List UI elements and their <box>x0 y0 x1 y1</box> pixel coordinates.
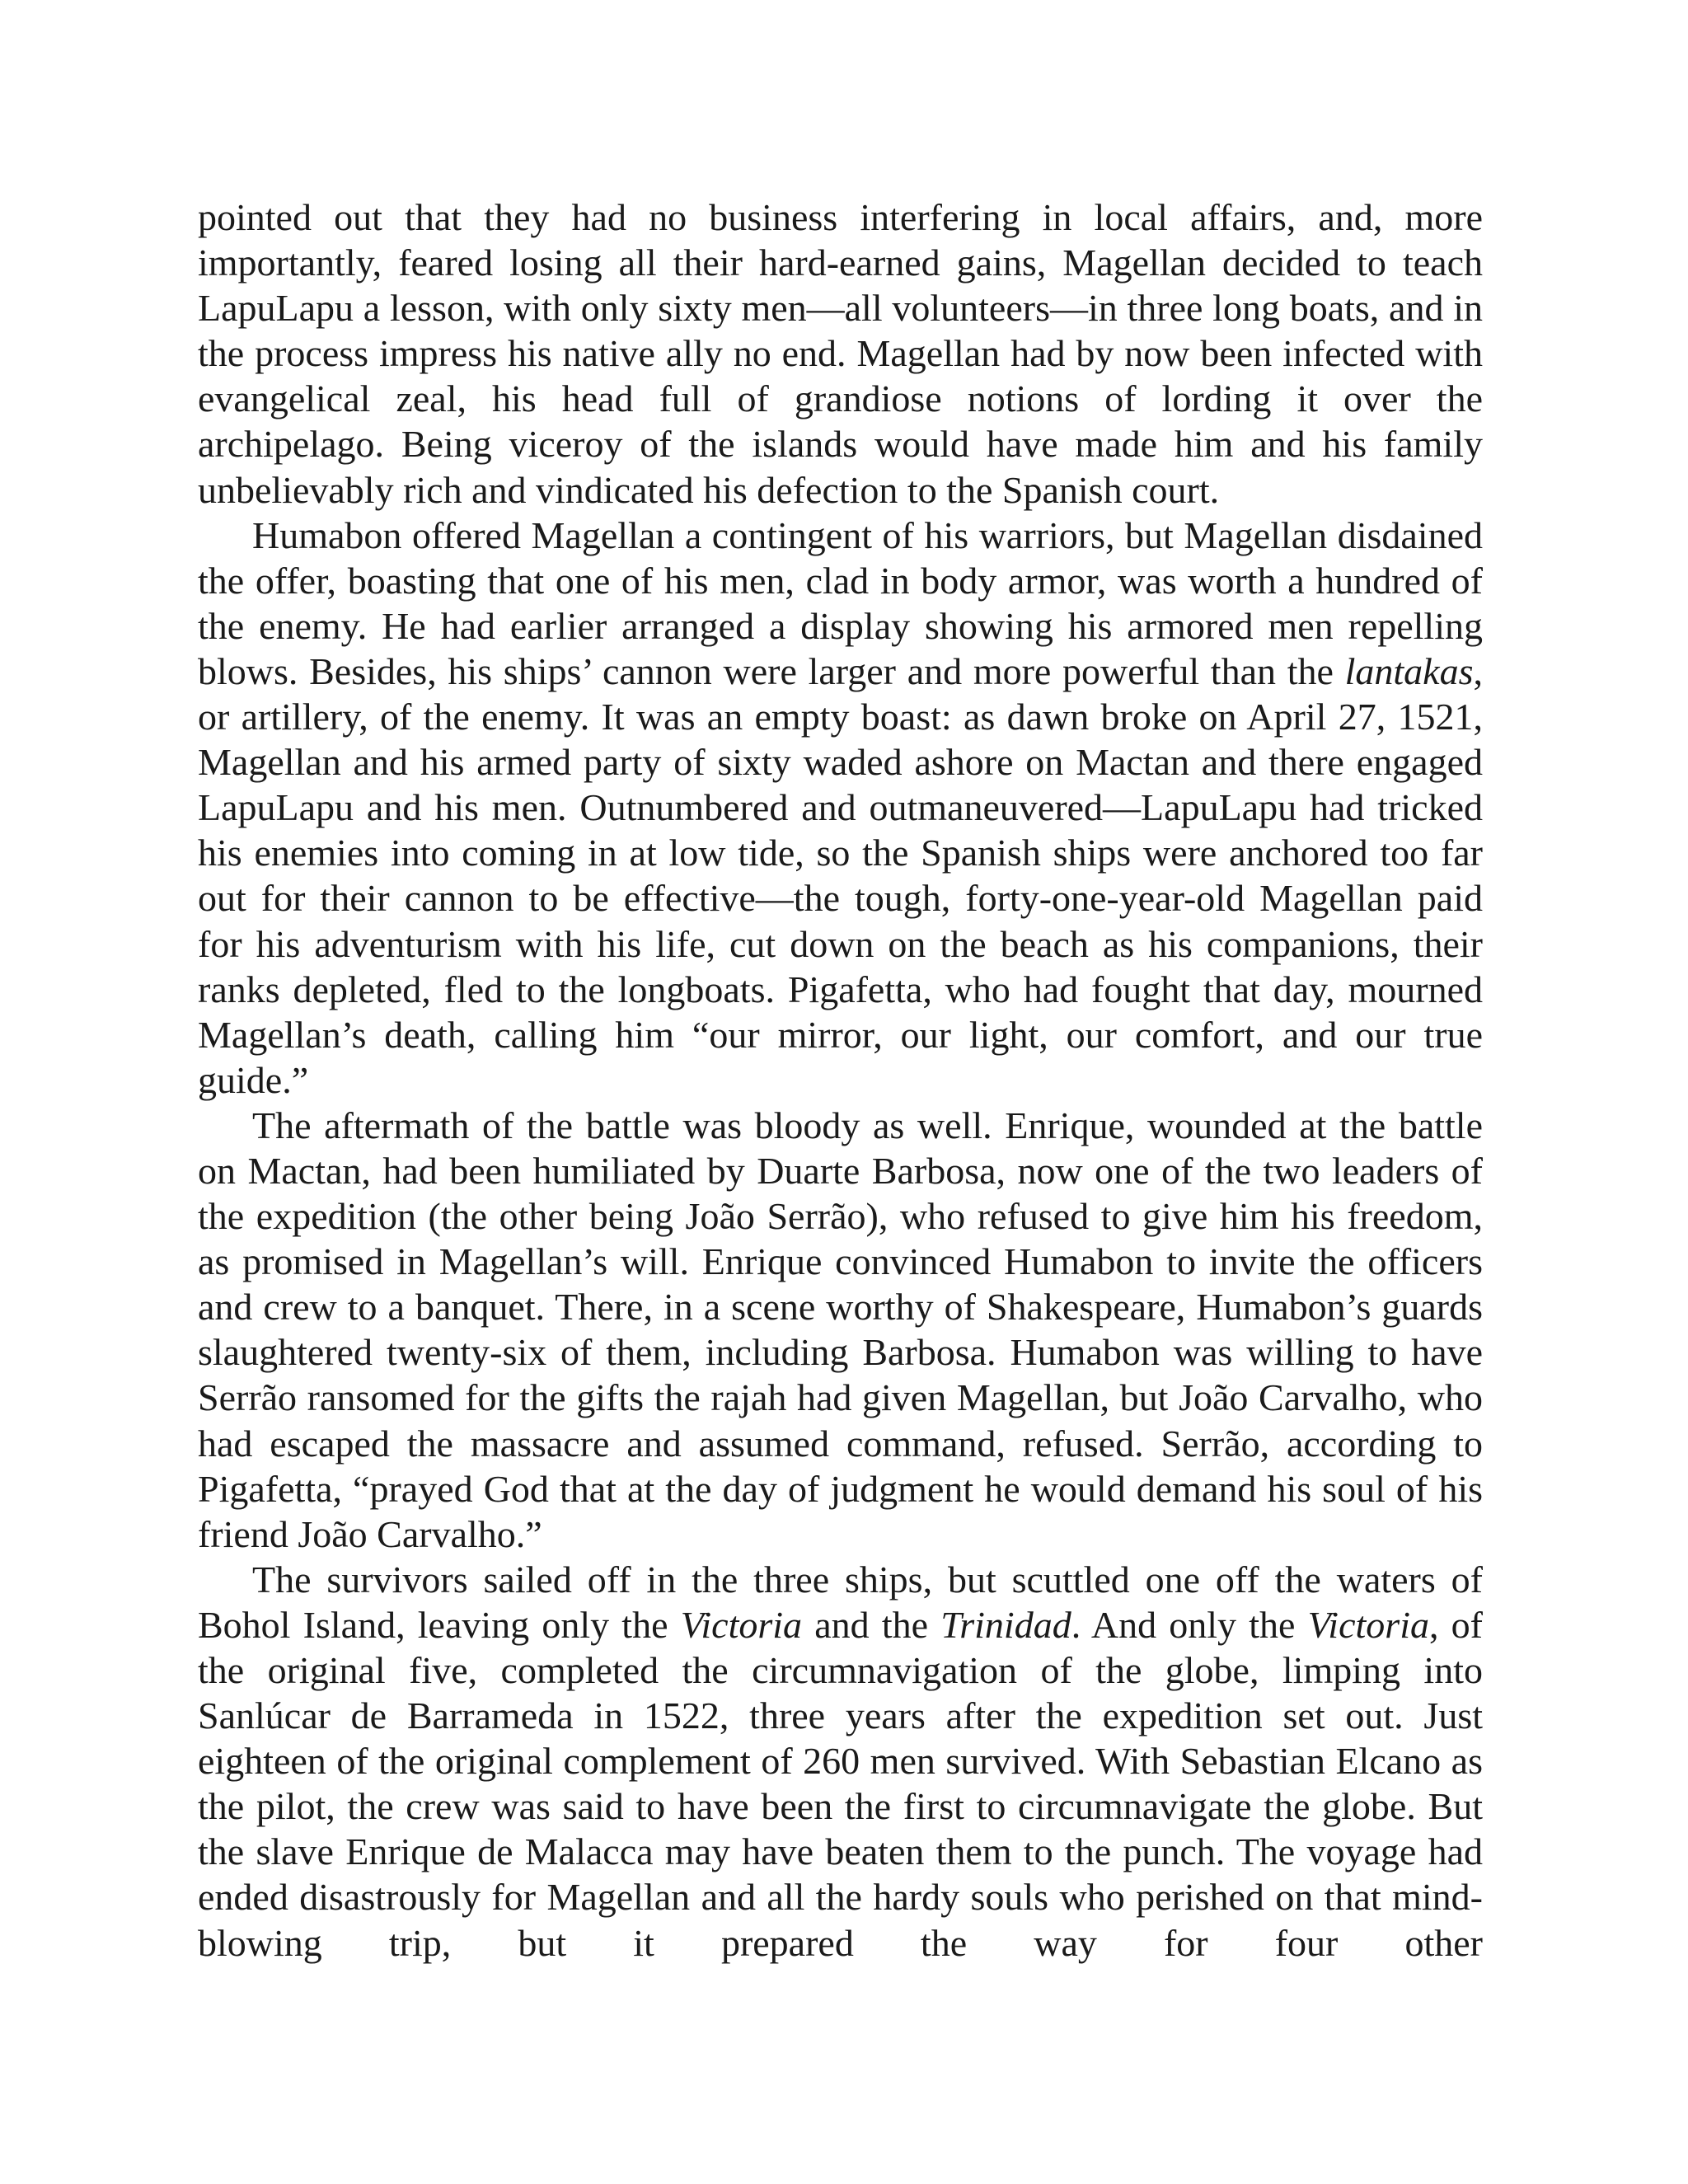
paragraph-2-text-1: Humabon offered Magellan a contingent of his warriors, but Magellan disdained the offer, boasting that one of his men, clad in body armor, was worth a hundred of the enemy. He had earlier arranged a display showing his armored men repelling blows. Besides, his ships’ cannon were larger and more powerful than the <box>198 513 1483 692</box>
paragraph-3-text-1: The aftermath of the battle was bloody as well. Enrique, wounded at the battle on Mactan, had been humiliated by Duarte Barbosa, now one of the two leaders of the expedition (the other being João Serrão), who refused to give him his freedom, as promised in Magellan’s will. Enrique convinced Humabon to invite the officers and crew to a banquet. There, in a scene worthy of Shakespeare, Humabon’s guards slaughtered twenty-six of them, including Barbosa. Humabon was willing to have Serrão ransomed for the gifts the rajah had given Magellan, but João Carvalho, who had escaped the massacre and assumed command, refused. Serrão, according to Pigafetta, “prayed God that at the day of judgment he would demand his soul of his friend João Carvalho.” <box>198 1104 1483 1555</box>
paragraph-2 <box>198 513 1483 1103</box>
paragraph-4-text-1: The survivors sailed off in the three ships, but scuttled one off the waters of Bohol Island, leaving only the <box>198 1558 1483 1646</box>
paragraph-4-italic-trinidad: Trinidad <box>940 1603 1071 1646</box>
paragraph-1-text-1: pointed out that they had no business interfering in local affairs, and, more importantly, feared losing all their hard-earned gains, Magellan decided to teach LapuLapu a lesson, with only sixty men—all volunteers—in three long boats, and in the process impress his native ally no end. Magellan had by now been infected with evangelical zeal, his head full of grandiose notions of lording it over the archipelago. Being viceroy of the islands would have made him and his family unbelievably rich and vindicated his defection to the Spanish court. <box>198 196 1483 511</box>
paragraph-2-italic-lantakas: lantakas <box>1344 649 1474 692</box>
document-page <box>198 194 1483 1966</box>
paragraph-4-text-2: and the <box>802 1603 941 1646</box>
paragraph-4-italic-victoria-2: Victoria <box>1307 1603 1429 1646</box>
paragraph-3 <box>198 1103 1483 1557</box>
paragraph-2-text-2: , or artillery, of the enemy. It was an empty boast: as dawn broke on April 27, 1521, Magellan and his armed party of sixty waded ashore on Mactan and there engaged LapuLapu and his men. Outnumbered and outmaneuvered—LapuLapu had tricked his enemies into coming in at low tide, so the Spanish ships were anchored too far out for their cannon to be effective—the tough, forty-one-year-old Magellan paid for his adventurism with his life, cut down on the beach as his companions, their ranks depleted, fled to the longboats. Pigafetta, who had fought that day, mourned Magellan’s death, calling him “our mirror, our light, our comfort, and our true guide.” <box>198 649 1483 1101</box>
paragraph-4-text-4: , of the original five, completed the circumnavigation of the globe, limping into Sanlúcar de Barrameda in 1522, three years after the expedition set out. Just eighteen of the original complement of 260 men survived. With Sebastian Elcano as the pilot, the crew was said to have been the first to circumnavigate the globe. But the slave Enrique de Malacca may have beaten them to the punch. The voyage had ended disastrously for Magellan and all the hardy souls who perished on that mind-blowing trip, but it prepared the way for four other <box>198 1603 1483 1964</box>
paragraph-4-italic-victoria-1: Victoria <box>680 1603 803 1646</box>
paragraph-1 <box>198 194 1483 513</box>
paragraph-4-text-3: . And only the <box>1071 1603 1308 1646</box>
paragraph-4 <box>198 1557 1483 1966</box>
